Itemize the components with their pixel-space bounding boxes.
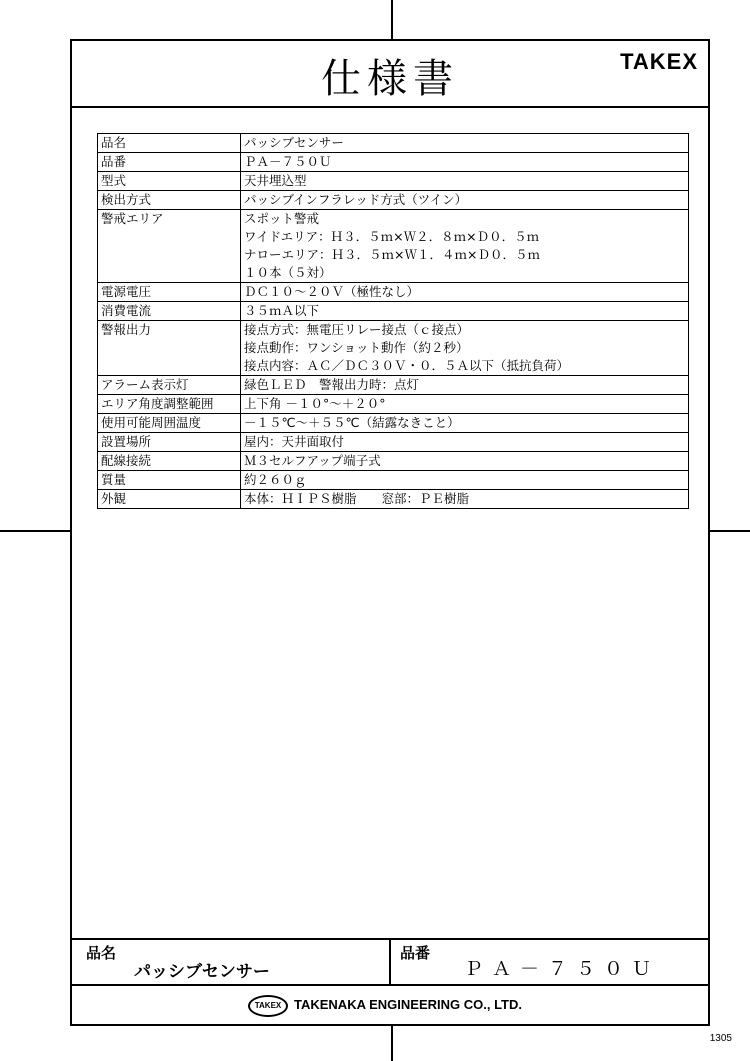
- crop-mark-left: [0, 530, 70, 532]
- spec-label: 使用可能周囲温度: [98, 414, 241, 433]
- spec-value-line: 上下角 －１０°～＋２０°: [244, 396, 386, 411]
- spec-row: [98, 490, 689, 509]
- footer: [72, 938, 708, 1026]
- brand-logo: TAKEX: [620, 49, 698, 74]
- spec-label: 設置場所: [98, 433, 241, 452]
- crop-mark-bottom: [391, 1026, 393, 1061]
- footer-model-label: 品番: [400, 944, 431, 962]
- footer-name-label: 品名: [86, 944, 117, 962]
- spec-value: [241, 321, 689, 376]
- footer-model-value: ＰＡ－７５０Ｕ: [464, 958, 661, 980]
- spec-value-line: ＤＣ１０～２０Ｖ（極性なし）: [244, 284, 420, 299]
- spec-row: [98, 414, 689, 433]
- spec-label: 品名: [98, 134, 241, 153]
- spec-label: 品番: [98, 153, 241, 172]
- company-name: TAKENAKA ENGINEERING CO., LTD.: [294, 997, 522, 1012]
- spec-value: [241, 471, 689, 490]
- spec-row: [98, 283, 689, 302]
- spec-label: 警戒エリア: [98, 210, 241, 283]
- spec-value-line: Ｍ３セルフアップ端子式: [244, 453, 381, 468]
- spec-value: [241, 433, 689, 452]
- spec-row: [98, 191, 689, 210]
- page-title: 仕様書: [321, 56, 459, 102]
- spec-value: [241, 302, 689, 321]
- spec-value-line: パッシブセンサー: [244, 135, 344, 150]
- spec-row: [98, 210, 689, 283]
- spec-label: 型式: [98, 172, 241, 191]
- spec-label: 検出方式: [98, 191, 241, 210]
- crop-mark-top: [391, 0, 393, 39]
- spec-row: [98, 433, 689, 452]
- spec-table: [97, 133, 689, 509]
- spec-value-line: ３５ｍＡ以下: [244, 303, 320, 318]
- spec-value: [241, 134, 689, 153]
- spec-label: 質量: [98, 471, 241, 490]
- spec-value-line: －１５℃～＋５５℃（結露なきこと）: [244, 415, 460, 430]
- spec-label: 警報出力: [98, 321, 241, 376]
- spec-label: エリア角度調整範囲: [98, 395, 241, 414]
- spec-value-line: ＰＡ－７５０Ｕ: [244, 154, 332, 169]
- spec-row: [98, 302, 689, 321]
- spec-value: [241, 191, 689, 210]
- header: [72, 41, 708, 108]
- spec-row: [98, 153, 689, 172]
- spec-value-line: 接点内容：ＡＣ／ＤＣ３０Ｖ・０．５Ａ以下（抵抗負荷）: [244, 358, 570, 373]
- spec-value-line: 接点方式：無電圧リレー接点（ｃ接点）: [244, 322, 470, 337]
- footer-name-value: パッシブセンサー: [134, 962, 270, 982]
- spec-value-line: 屋内：天井面取付: [244, 434, 345, 449]
- takex-logo: TAKEX: [248, 995, 288, 1017]
- spec-label: 配線接続: [98, 452, 241, 471]
- spec-label: 外観: [98, 490, 241, 509]
- spec-row: [98, 452, 689, 471]
- footer-product-row: [72, 940, 708, 986]
- spec-value: [241, 172, 689, 191]
- spec-value-line: １０本（５対）: [244, 265, 332, 280]
- company-block: [72, 986, 708, 1026]
- spec-row: [98, 376, 689, 395]
- crop-mark-right: [710, 530, 750, 532]
- spec-label: 消費電流: [98, 302, 241, 321]
- spec-value-line: ナローエリア：Ｈ３．５ｍ×Ｗ１．４ｍ×Ｄ０．５ｍ: [244, 247, 540, 262]
- spec-value-line: パッシブインフラレッド方式（ツイン）: [244, 192, 468, 207]
- spec-value-line: 約２６０ｇ: [244, 472, 307, 487]
- spec-value-line: ワイドエリア：Ｈ３．５ｍ×Ｗ２．８ｍ×Ｄ０．５ｍ: [244, 229, 540, 244]
- spec-value-line: スポット警戒: [244, 211, 320, 226]
- spec-label: アラーム表示灯: [98, 376, 241, 395]
- spec-sheet-frame: [70, 39, 710, 1026]
- spec-value: [241, 376, 689, 395]
- footer-divider: [389, 940, 391, 986]
- spec-row: [98, 321, 689, 376]
- spec-value-line: 緑色ＬＥＤ 警報出力時：点灯: [244, 377, 420, 392]
- spec-row: [98, 134, 689, 153]
- spec-row: [98, 471, 689, 490]
- spec-row: [98, 395, 689, 414]
- spec-value-line: 接点動作：ワンショット動作（約２秒）: [244, 340, 469, 355]
- spec-value: [241, 395, 689, 414]
- spec-value-line: 本体：ＨＩＰＳ樹脂 窓部：ＰＥ樹脂: [244, 491, 470, 506]
- spec-value: [241, 452, 689, 471]
- spec-label: 電源電圧: [98, 283, 241, 302]
- spec-value: [241, 283, 689, 302]
- spec-value: [241, 490, 689, 509]
- spec-value: [241, 210, 689, 283]
- spec-value-line: 天井埋込型: [244, 173, 307, 188]
- page-code: 1305: [709, 1033, 732, 1044]
- spec-value: [241, 153, 689, 172]
- spec-row: [98, 172, 689, 191]
- spec-value: [241, 414, 689, 433]
